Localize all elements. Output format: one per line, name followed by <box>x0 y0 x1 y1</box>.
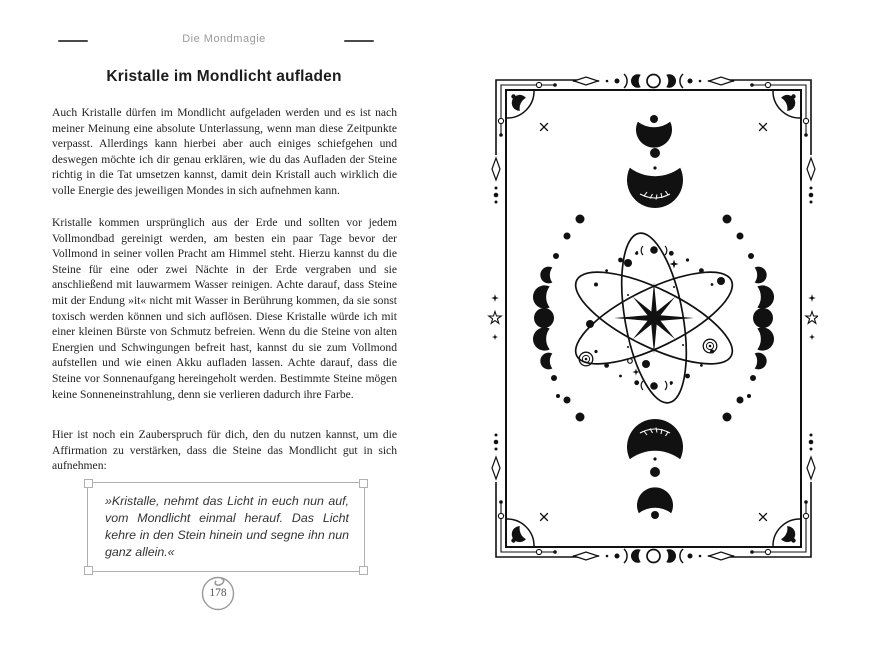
header-dash-right <box>344 40 374 42</box>
eight-pointed-star <box>614 282 694 354</box>
body-paragraph-2: Kristalle kommen ursprünglich aus der Erde und sollten vor jedem Vollmondbad gereinigt werden, am besten ein paar Tage bevor der Vollmond in seiner vollen Pracht am Himmel steht. Hierzu kannst du die Steine für eine oder zwei Nächte in der Erde vergraben und sie anschließend mit lauwarmem Wasser reinigen. Achte darauf, dass Steine mit der Endung »it« nicht mit Wasser in Berührung kommen, da sie sonst toxisch werden können und sich auflösen. Diese Kristalle würde ich mit einer kleinen Bürste von Schmutz befreien. Wenn du die Steine von alten Energien und Schwingungen befreit hast, kannst du sie zum Vollmond aufstellen und wie einen Akku aufladen lassen. Achte darauf, dass die Steine vor Sonnenaufgang hereingeholt werden. Bestimmte Steine mögen keine Sonneneinstrahlung, denn sie verlieren dadurch ihre Farbe. <box>52 216 397 401</box>
bottom-crescent-stack <box>627 419 683 519</box>
sparkle-icon <box>670 260 679 269</box>
quote-corner-ornament <box>84 479 93 488</box>
page-number-badge <box>200 575 236 611</box>
page-number: 178 <box>209 587 227 599</box>
quote-corner-ornament <box>359 479 368 488</box>
spell-quote-box <box>87 482 365 572</box>
page-title: Kristalle im Mondlicht aufladen <box>106 68 342 85</box>
celestial-atom <box>564 228 744 407</box>
x-sparkle-icon <box>541 124 548 131</box>
orbit-target-icon <box>579 352 593 366</box>
body-paragraph-3: Hier ist noch ein Zauberspruch für dich, den du nutzen kannst, um die Affirmation zu verstärken, dass die Steine das Mondlicht gut in sich aufnehmen: <box>52 428 397 473</box>
quote-corner-ornament <box>84 566 93 575</box>
x-sparkle-icon <box>760 514 767 521</box>
x-sparkle-icon <box>760 124 767 131</box>
x-sparkle-icon <box>541 514 548 521</box>
spell-quote-text: »Kristalle, nehmt das Licht in euch nun auf, vom Mondlicht einmal herauf. Das Licht kehre in den Stein hinein und segne ihn nun ganz allein.« <box>105 494 349 559</box>
moon-magic-illustration <box>478 55 818 565</box>
quote-corner-ornament <box>359 566 368 575</box>
top-crescent-stack <box>627 115 683 208</box>
running-header: Die Mondmagie <box>182 33 266 45</box>
body-paragraph-1: Auch Kristalle dürfen im Mondlicht aufgeladen werden und es ist nach meiner Meinung eine absolute Unterlassung, wenn man diese Zeitpunkte verpasst. Allerdings kann hierbei aber auch einiges schiefgehen und deswegen möchte ich dir genau erklären, wie du das Aufladen der Steine richtig in die Tat umsetzen kannst, damit dein Kristall auch wirklich die volle Energie des jeweiligen Mondes in sich aufnehmen kann. <box>52 106 397 197</box>
orbit-target-icon <box>703 339 717 353</box>
